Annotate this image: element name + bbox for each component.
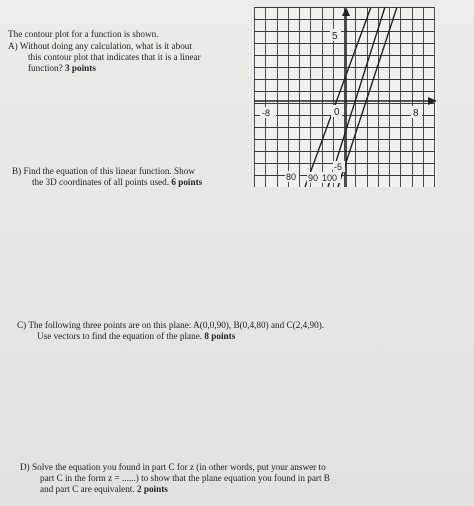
contour-label-100: 100 [322,173,338,183]
question-a-line3: function? [28,63,63,73]
question-c-line2: Use vectors to find the equation of the plane. [37,331,203,341]
question-a-points: 3 points [65,63,96,73]
x-tick-label-right: 8 [413,108,419,119]
y-tick-label-top: 5 [332,31,338,42]
question-d-line3: and part C are equivalent. [40,484,135,494]
question-c-line1: C) The following three points are on this plane: A(0,0,90), B(0,4,80) and C(2,4,90). [17,320,325,330]
question-b-points: 6 points [171,177,203,187]
question-a-line2: this contour plot that indicates that it is a linear [28,52,201,62]
question-b-line1: B) Find the equation of this linear function. Show [12,166,195,176]
question-a [8,41,243,74]
question-b-line2: the 3D coordinates of all points used. [32,177,170,187]
contour-plot [254,7,437,187]
x-tick-label-left: -8 [262,108,271,118]
origin-label: 0 [334,107,340,118]
contour-label-90: 90 [308,173,319,183]
y-tick-label-bottom: -5 [334,162,343,172]
question-a-line1: A) Without doing any calculation, what is it about [8,41,192,51]
intro-text: The contour plot for a function is shown. [8,29,159,39]
question-c-points: 8 points [204,331,236,341]
question-d-line1: D) Solve the equation you found in part C for z (in other words, put your answer to [20,462,326,472]
question-d [20,462,460,495]
contour-label-80: 80 [286,172,297,182]
question-d-points: 2 points [136,484,168,494]
question-d-line2: part C in the form z = ......) to show that the plane equation you found in part B [40,473,330,483]
question-b [12,166,247,188]
question-c [17,320,457,342]
